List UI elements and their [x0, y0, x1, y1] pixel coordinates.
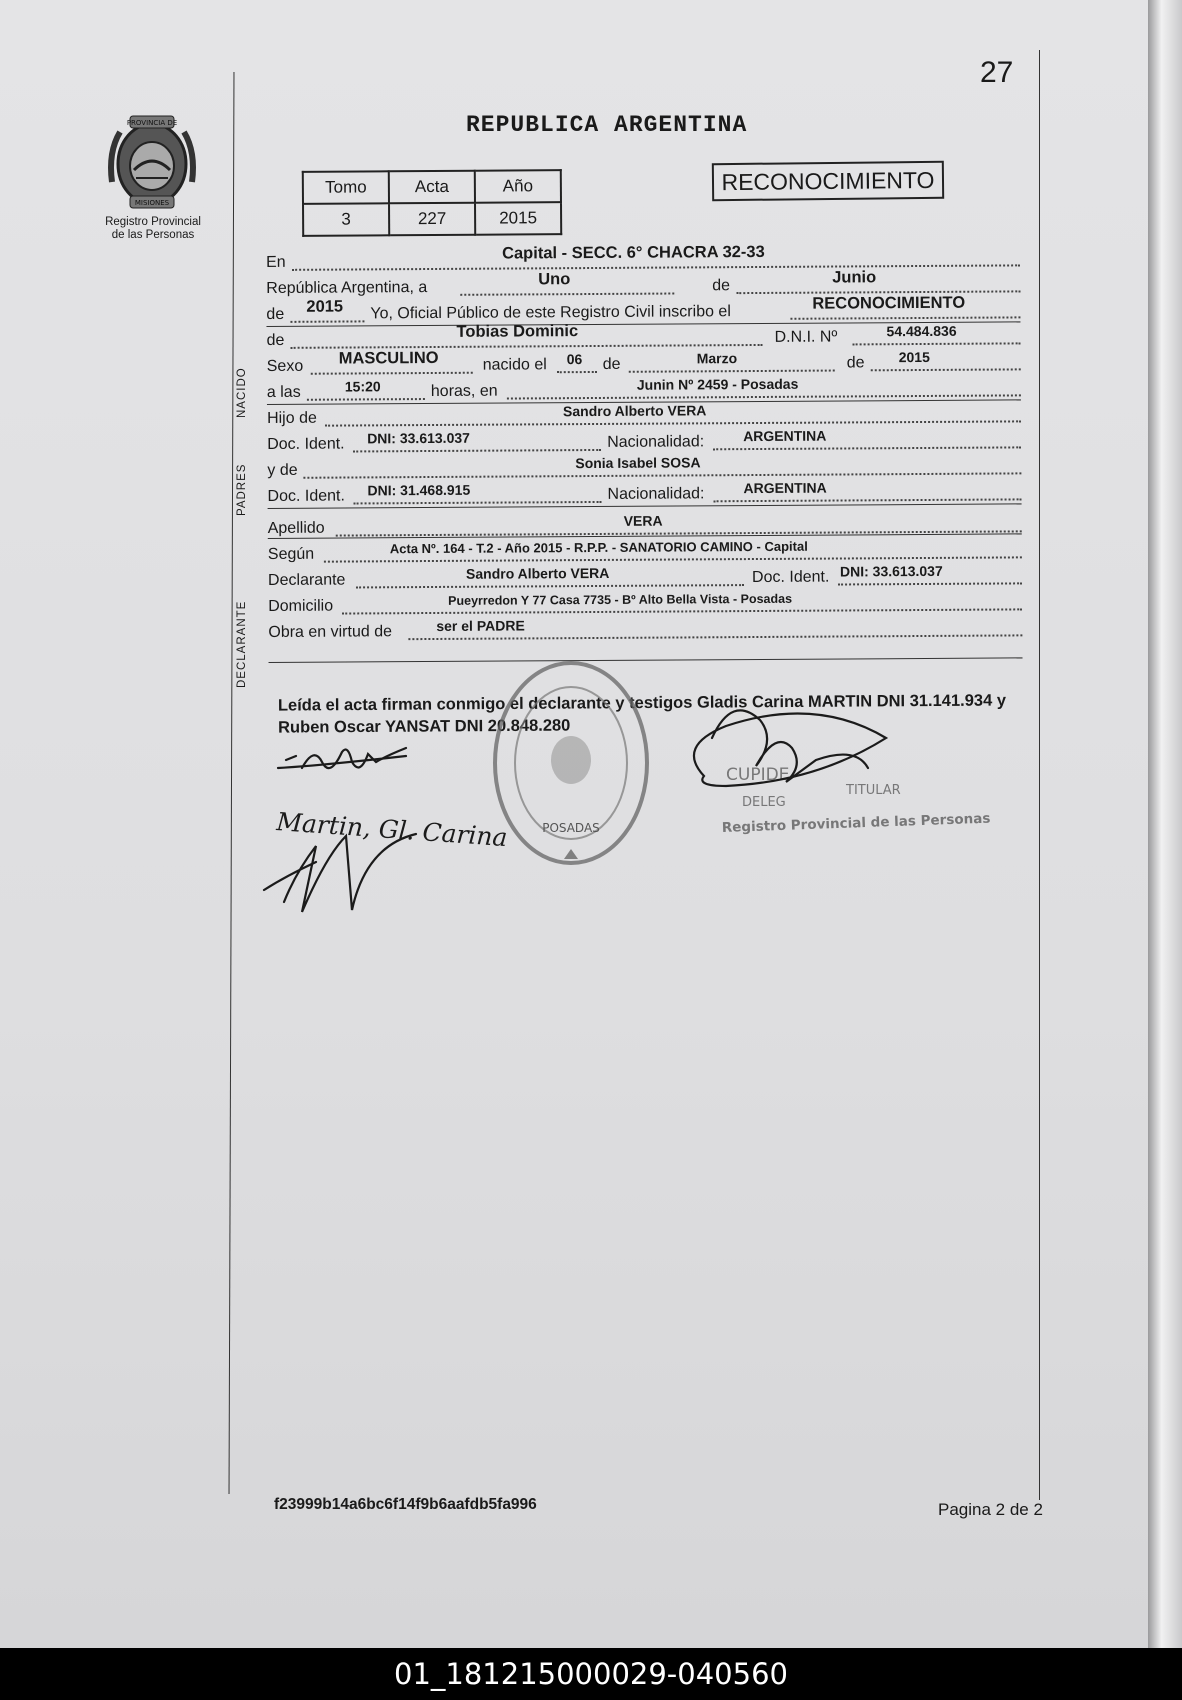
acta-value: 227 — [389, 203, 475, 236]
ano-header: Año — [475, 170, 561, 203]
value-act: RECONOCIMIENTO — [812, 293, 966, 313]
label-de-name: de — [266, 331, 285, 349]
value-birth-month: Marzo — [696, 350, 738, 367]
value-mother-doc: DNI: 31.468.915 — [367, 481, 471, 499]
value-year: 2015 — [306, 297, 344, 316]
value-child-name: Tobias Dominic — [456, 322, 579, 341]
value-child-dni: 54.484.836 — [886, 322, 957, 340]
ano-value: 2015 — [475, 202, 561, 235]
label-de-year: de — [266, 305, 285, 323]
witness-signature: Martin, Gl. Carina — [275, 807, 509, 853]
label-apellido: Apellido — [267, 519, 325, 537]
official-stamp-line4: Registro Provincial de las Personas — [721, 810, 991, 836]
value-place: Capital - SECC. 6° CHACRA 32-33 — [501, 242, 765, 263]
value-month: Junio — [832, 268, 877, 287]
label-obra: Obra en virtud de — [268, 623, 393, 641]
side-label-padres: PADRES — [236, 463, 248, 516]
value-birth-time: 15:20 — [344, 378, 381, 395]
closing-statement: Leída el acta firman conmigo el declarante y testigos Gladis Carina MARTIN DNI 31.141.934 y Ruben Oscar YANSAT DNI 20.848.280 — [277, 691, 1007, 737]
label-declarante-doc: Doc. Ident. — [751, 568, 830, 587]
file-id-strip: 01_181215000029-040560 — [0, 1648, 1182, 1700]
value-birth-year: 2015 — [898, 348, 930, 366]
round-stamp-text: POSADAS — [542, 821, 600, 835]
side-label-nacido: NACIDO — [236, 367, 248, 418]
logo-caption-line1: Registro Provincial — [105, 216, 201, 228]
document-hash: f23999b14a6bc6f14f9b6aafdb5fa996 — [274, 1496, 537, 1513]
official-stamp-line1: CUPIDE — [726, 765, 790, 785]
value-sexo: MASCULINO — [338, 348, 439, 368]
value-mother-name: Sonia Isabel SOSA — [575, 454, 701, 472]
value-father-name: Sandro Alberto VERA — [562, 402, 707, 420]
side-label-declarante: DECLARANTE — [236, 600, 248, 688]
label-dni: D.N.I. Nº — [774, 328, 838, 346]
acta-header: Acta — [389, 171, 475, 204]
document-title: REPUBLICA ARGENTINA — [466, 112, 748, 138]
handwritten-signatures — [256, 686, 996, 936]
value-mother-nationality: ARGENTINA — [743, 479, 827, 497]
official-stamp-line3: TITULAR — [846, 783, 901, 798]
label-father-doc: Doc. Ident. — [267, 435, 345, 453]
label-en: En — [266, 253, 286, 271]
label-de-month: de — [712, 277, 731, 295]
value-declarante-doc: DNI: 33.613.037 — [839, 562, 943, 580]
value-birth-day: 06 — [566, 351, 583, 368]
label-mother-doc: Doc. Ident. — [267, 487, 345, 505]
tomo-value: 3 — [303, 203, 389, 236]
label-horas: horas, en — [430, 382, 498, 400]
value-apellido: VERA — [623, 512, 663, 529]
label-mother-nac: Nacionalidad: — [607, 485, 705, 503]
act-type-box: RECONOCIMIENTO — [712, 161, 944, 201]
label-a-las: a las — [266, 383, 301, 401]
seal-bottom-text: MISIONES — [134, 199, 170, 207]
label-domicilio: Domicilio — [268, 597, 334, 615]
record-form — [266, 243, 1022, 644]
page-number: 27 — [980, 56, 1014, 89]
value-declarante: Sandro Alberto VERA — [465, 564, 610, 582]
line-obra — [268, 613, 1022, 644]
label-segun: Según — [267, 545, 315, 563]
label-de-birth-year: de — [846, 354, 865, 372]
label-republica: República Argentina, a — [266, 279, 428, 297]
page-edge-shadow — [1148, 0, 1182, 1648]
page-indicator: Pagina 2 de 2 — [938, 1500, 1043, 1519]
label-hijo: Hijo de — [266, 409, 317, 427]
official-stamp-line2: DELEG — [742, 795, 786, 810]
label-father-nac: Nacionalidad: — [607, 433, 705, 451]
value-birth-place: Junin Nº 2459 - Posadas — [636, 375, 799, 393]
value-obra: ser el PADRE — [436, 617, 525, 634]
label-inscribo: Yo, Oficial Público de este Registro Civil inscribo el — [370, 303, 731, 323]
value-day: Uno — [538, 270, 571, 289]
tomo-header: Tomo — [303, 171, 389, 204]
right-margin-rule — [1039, 50, 1040, 1500]
logo-caption — [88, 216, 218, 242]
logo-caption-line2: de las Personas — [111, 229, 195, 241]
province-seal-logo — [104, 112, 200, 212]
value-father-doc: DNI: 33.613.037 — [367, 429, 470, 447]
label-de-birth-month: de — [602, 355, 621, 373]
seal-top-text: PROVINCIA DE — [126, 119, 178, 127]
label-y-de: y de — [267, 461, 298, 479]
value-segun: Acta Nº. 164 - T.2 - Año 2015 - R.P.P. - SANATORIO CAMINO - Capital — [389, 538, 808, 557]
value-father-nationality: ARGENTINA — [743, 427, 827, 445]
label-sexo: Sexo — [266, 357, 304, 375]
registry-table — [302, 169, 562, 237]
value-domicilio: Pueyrredon Y 77 Casa 7735 - Bº Alto Bella Vista - Posadas — [448, 591, 793, 608]
label-declarante: Declarante — [267, 571, 346, 589]
label-nacido: nacido el — [482, 356, 547, 374]
